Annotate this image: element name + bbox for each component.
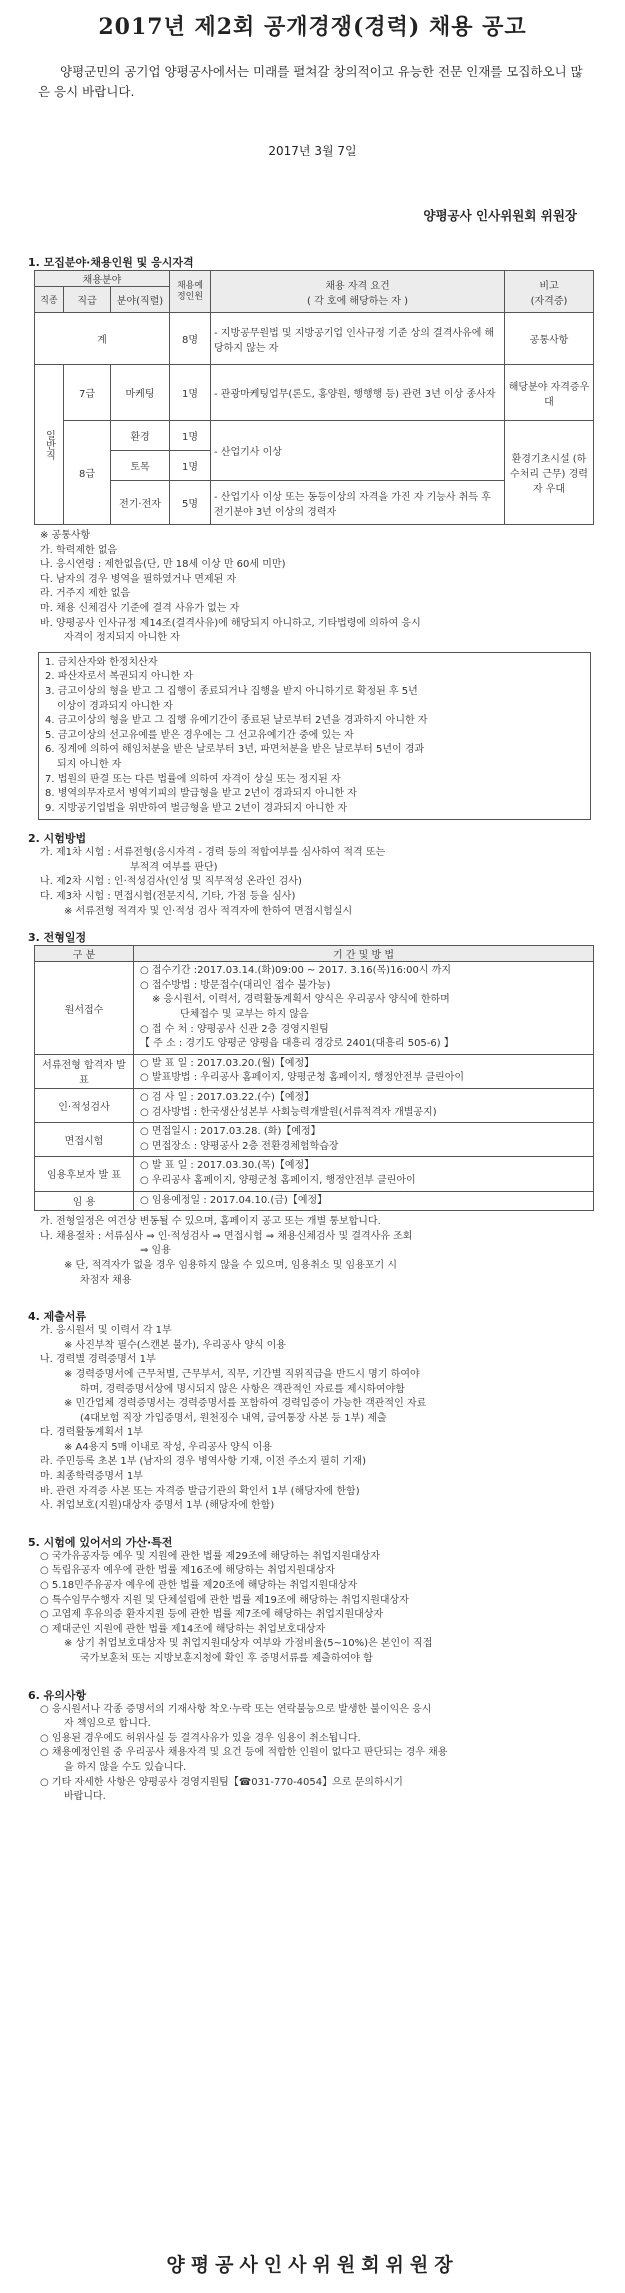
list-item: ○ 응시원서나 각종 증명서의 기재사항 착오·누락 또는 연락불능으로 발생한 불이익은 응시 — [40, 1703, 432, 1715]
row-area: 토목 — [111, 451, 170, 481]
row-count: 1명 — [170, 451, 211, 481]
table-row — [35, 1089, 594, 1123]
list-item: ※ A4용지 5매 이내로 작성, 우리공사 양식 이용 — [64, 1441, 272, 1453]
list-item: 라. 주민등록 초본 1부 (남자의 경우 병역사항 기재, 이전 주소지 필히 기재) — [40, 1456, 366, 1468]
list-item: ○ 채용예정인원 중 우리공사 채용자격 및 요건 등에 적합한 인원이 없다고 판단되는 경우 채용 — [40, 1747, 448, 1759]
list-item: 바랍니다. — [64, 1791, 106, 1803]
list-item: 사. 취업보호(지원)대상자 증명서 1부 (해당자에 한함) — [40, 1500, 275, 1512]
schedule-line: ○ 면접장소 : 양평공사 2층 전환경체험학습장 — [140, 1140, 339, 1152]
th-note-title: 비고 — [539, 280, 559, 292]
schedule-detail — [134, 1123, 594, 1157]
list-item: 이상이 경과되지 아니한 자 — [57, 700, 173, 712]
table-row — [35, 313, 594, 365]
table-row — [35, 421, 594, 451]
list-item: (4대보험 직장 가입증명서, 원천징수 내역, 급여통장 사본 등 1부) 제출 — [80, 1412, 387, 1424]
list-item: 7. 법원의 판결 또는 다른 법률에 의하여 자격이 상실 또는 정지된 자 — [45, 773, 341, 785]
schedule-label: 임용후보자 발 표 — [35, 1157, 134, 1191]
list-item: ※ 서류전형 적격자 및 인·적성 검사 적격자에 한하여 면접시험실시 — [64, 905, 353, 917]
total-requirement: - 지방공무원법 및 지방공기업 인사규정 기준 상의 결격사유에 해당하지 않는 자 — [211, 313, 505, 365]
list-item: 가. 전형일정은 여건상 변동될 수 있으며, 홈페이지 공고 또는 개별 통보합니다. — [40, 1216, 381, 1228]
schedule-line: ○ 접수방법 : 방문접수(대리인 접수 불가능) — [140, 979, 331, 991]
th-category: 구 분 — [35, 946, 134, 962]
row-requirement: - 관광마케팅업무(론도, 홍양원, 행행행 등) 관련 3년 이상 종사자 — [211, 365, 505, 421]
list-item: 마. 최종학력증명서 1부 — [40, 1471, 143, 1483]
th-field: 채용분야 — [35, 271, 170, 287]
list-item: 자 책임으로 합니다. — [64, 1718, 151, 1730]
table-row — [35, 1157, 594, 1191]
schedule-detail — [134, 1089, 594, 1123]
row-grade: 7급 — [64, 365, 111, 421]
total-label: 계 — [35, 313, 170, 365]
schedule-label: 면접시험 — [35, 1123, 134, 1157]
row-count: 5명 — [170, 481, 211, 525]
section-2-heading: 2. 시험방법 — [28, 832, 87, 846]
notice-date: 2017년 3월 7일 — [268, 144, 357, 158]
list-item: ○ 5.18민주유공자 예우에 관한 법률 제20조에 해당하는 취업지원대상자 — [40, 1580, 358, 1592]
list-item: ○ 제대군인 지원에 관한 법률 제14조에 해당하는 취업보호대상자 — [40, 1623, 326, 1635]
th-requirement-sub: ( 각 호에 해당하는 자 ) — [307, 295, 408, 307]
total-note: 공통사항 — [505, 313, 594, 365]
list-item: 6. 징계에 의하여 해임처분을 받은 날로부터 3년, 파면처분을 받은 날로부터 5년이 경과 — [45, 744, 425, 756]
list-item: ○ 기타 자세한 사항은 양평공사 경영지원팀【☎031-770-4054】으로 문의하시기 — [40, 1776, 403, 1788]
table-row — [35, 1054, 594, 1088]
row-note: 해당분야 자격증우대 — [505, 365, 594, 421]
schedule-line: ○ 임용예정일 : 2017.04.10.(금)【예정】 — [140, 1194, 328, 1206]
schedule-line: ○ 접수기간 :2017.03.14.(화)09:00 ~ 2017. 3.16(목)16:00시 까지 — [140, 965, 452, 977]
list-item: 을 하지 않을 수도 있습니다. — [64, 1761, 187, 1773]
th-count: 채용예정인원 — [170, 271, 211, 313]
list-item: 5. 금고이상의 선고유예를 받은 경우에는 그 선고유예기간 중에 있는 자 — [45, 729, 354, 741]
schedule-line: ○ 발표방법 : 우리공사 홈페이지, 양평군청 홈페이지, 행정안전부 클린아이 — [140, 1072, 465, 1084]
list-item: ※ 단, 적격자가 없을 경우 임용하지 않을 수 있으며, 임용취소 및 임용포기 시 — [64, 1259, 398, 1271]
schedule-label: 인·적성검사 — [35, 1089, 134, 1123]
list-item: 되지 아니한 자 — [57, 758, 122, 770]
list-item: 부적격 여부를 판단) — [130, 861, 218, 873]
documents-list — [28, 1324, 597, 1514]
schedule-line: ○ 우리공사 홈페이지, 양평군청 홈페이지, 행정안전부 클린아이 — [140, 1174, 416, 1186]
schedule-table — [34, 945, 594, 1211]
th-grade: 직급 — [64, 287, 111, 313]
notice-signer: 양평공사 인사위원회 위원장 — [423, 208, 577, 223]
row-grade: 8급 — [64, 421, 111, 525]
table-row — [35, 365, 594, 421]
list-item: 라. 거주지 제한 없음 — [40, 588, 130, 600]
intro-paragraph: 양평군민의 공기업 양평공사에서는 미래를 펼쳐갈 창의적이고 유능한 전문 인재를 모집하오니 많은 응시 바랍니다. — [38, 64, 583, 99]
notice-title: 2017년 제2회 공개경쟁(경력) 채용 공고 — [98, 14, 527, 40]
footer-signature: 양평공사인사위원회위원장 — [166, 2254, 459, 2276]
list-item: 다. 남자의 경우 병역을 필하였거나 면제된 자 — [40, 573, 237, 585]
row-requirement: - 산업기사 이상 또는 동등이상의 자격을 가진 자 기능사 취득 후 전기분야 3년 이상의 경력자 — [211, 481, 505, 525]
list-item: 가. 제1차 시험 : 서류전형(응시자격 - 경력 등의 적합여부를 심사하여 적격 또는 — [40, 847, 386, 859]
list-item: 가. 응시원서 및 이력서 각 1부 — [40, 1325, 172, 1337]
schedule-line: 단체접수 및 교부는 하지 않음 — [180, 1009, 309, 1021]
list-item: 2. 파산자로서 복권되지 아니한 자 — [45, 671, 193, 683]
common-title: ※ 공통사항 — [40, 530, 91, 541]
notes-list — [28, 1703, 597, 1805]
list-item: 가. 학력제한 없음 — [40, 544, 118, 556]
list-item: 1. 금치산자와 한정치산자 — [45, 656, 158, 668]
common-requirements — [28, 529, 597, 646]
list-item: 바. 관련 자격증 사본 또는 자격증 발급기관의 확인서 1부 (해당자에 한함) — [40, 1485, 360, 1497]
list-item: ⇒ 임용 — [140, 1245, 171, 1257]
section-3-heading: 3. 전형일정 — [28, 931, 87, 945]
list-item: 8. 병역의무자로서 병역기피의 발급형을 받고 2년이 경과되지 아니한 자 — [45, 788, 357, 800]
list-item: ○ 고엽제 후유의증 환자지원 등에 관한 법률 제7조에 해당하는 취업지원대상자 — [40, 1609, 384, 1621]
row-area: 전기·전자 — [111, 481, 170, 525]
list-item: 자격이 정지되지 아니한 자 — [64, 632, 180, 644]
exam-method — [28, 846, 597, 919]
list-item: 나. 경력별 경력증명서 1부 — [40, 1354, 156, 1366]
list-item: ○ 국가유공자등 예우 및 지원에 관한 법률 제29조에 해당하는 취업지원대상자 — [40, 1550, 380, 1562]
th-note — [505, 271, 594, 313]
schedule-line: 【 주 소 : 경기도 양평군 양평읍 대흥리 경강로 2401(대흥리 505-6) 】 — [140, 1038, 454, 1050]
bonus-list — [28, 1550, 597, 1667]
schedule-label: 서류전형 합격자 발표 — [35, 1054, 134, 1088]
schedule-detail — [134, 962, 594, 1055]
schedule-label: 원서접수 — [35, 962, 134, 1055]
list-item: 하며, 경력증명서상에 명시되지 않은 사항은 객관적인 자료를 제시하여야함 — [80, 1383, 405, 1395]
list-item: ○ 독립유공자 예우에 관한 법률 제16조에 해당하는 취업지원대상자 — [40, 1565, 335, 1577]
list-item: ※ 사진부착 필수(스캔본 불가), 우리공사 양식 이용 — [64, 1339, 286, 1351]
row-count: 1명 — [170, 421, 211, 451]
total-count: 8명 — [170, 313, 211, 365]
schedule-detail — [134, 1054, 594, 1088]
disqualification-box — [38, 652, 591, 821]
th-requirement-title: 채용 자격 요건 — [325, 280, 390, 292]
recruitment-table — [34, 270, 594, 525]
schedule-line: ○ 검 사 일 : 2017.03.22.(수)【예정】 — [140, 1092, 315, 1103]
th-type: 직종 — [35, 287, 64, 313]
schedule-line: ○ 발 표 일 : 2017.03.30.(목)【예정】 — [140, 1160, 315, 1172]
list-item: 나. 응시연령 : 제한없음(단, 만 18세 이상 만 60세 미만) — [40, 559, 286, 571]
list-item: 9. 지방공기업법을 위반하여 벌금형을 받고 2년이 경과되지 아니한 자 — [45, 802, 348, 814]
table-row — [35, 962, 594, 1055]
list-item: 3. 금고이상의 형을 받고 그 집행이 종료되거나 집행을 받지 아니하기로 확정된 후 5년 — [45, 685, 418, 697]
table-row — [35, 1191, 594, 1211]
group-label: 일반직 — [35, 365, 64, 525]
schedule-notes — [28, 1215, 597, 1288]
schedule-line: ○ 접 수 처 : 양평공사 신관 2층 경영지원팀 — [140, 1023, 329, 1035]
section-4-heading: 4. 제출서류 — [28, 1310, 87, 1324]
th-requirement — [211, 271, 505, 313]
list-item: 차점자 채용 — [80, 1274, 132, 1286]
list-item: 국가보훈처 또는 지방보훈지청에 확인 후 증명서류를 제출하여야 함 — [80, 1653, 373, 1664]
list-item: ※ 민간업체 경력증명서는 경력증명서를 포함하여 경력입증이 가능한 객관적인 자료 — [64, 1398, 427, 1410]
list-item: 마. 채용 신체검사 기준에 결격 사유가 없는 자 — [40, 602, 240, 614]
list-item: ○ 임용된 경우에도 허위사실 등 결격사유가 있을 경우 임용이 취소됩니다. — [40, 1732, 361, 1744]
list-item: 다. 제3차 시험 : 면접시험(전문지식, 기타, 가점 등을 심사) — [40, 891, 296, 903]
row-note: 환경기초시설 (하수처리 근무) 경력자 우대 — [505, 421, 594, 525]
schedule-detail — [134, 1157, 594, 1191]
schedule-detail — [134, 1191, 594, 1211]
list-item: 4. 금고이상의 형을 받고 그 집행 유예기간이 종료된 날로부터 2년을 경과하지 아니한 자 — [45, 715, 428, 727]
row-area: 마케팅 — [111, 365, 170, 421]
row-requirement: - 산업기사 이상 — [211, 421, 505, 481]
th-period-method: 기 간 및 방 법 — [134, 946, 594, 962]
schedule-label: 임 용 — [35, 1191, 134, 1211]
list-item: 바. 양평공사 인사규정 제14조(결격사유)에 해당되지 아니하고, 기타법령에 의하여 응시 — [40, 617, 421, 629]
section-1-heading: 1. 모집분야·채용인원 및 응시자격 — [28, 256, 194, 269]
th-area: 분야(직렬) — [111, 287, 170, 313]
schedule-line: ※ 응시원서, 이력서, 경력활동계획서 양식은 우리공사 양식에 한하며 — [152, 994, 450, 1006]
list-item: ※ 경력증명서에 근무처별, 근무부서, 직무, 기간별 직위직급을 반드시 명기 하여야 — [64, 1368, 420, 1380]
list-item: 다. 경력활동계획서 1부 — [40, 1427, 143, 1439]
th-note-sub: (자격증) — [530, 295, 568, 307]
row-count: 1명 — [170, 365, 211, 421]
table-row — [35, 1123, 594, 1157]
list-item: ○ 특수임무수행자 지원 및 단체설립에 관한 법률 제19조에 해당하는 취업지원대상자 — [40, 1594, 409, 1606]
section-5-heading: 5. 시험에 있어서의 가산·특전 — [28, 1535, 173, 1549]
row-area: 환경 — [111, 421, 170, 451]
schedule-line: ○ 검사방법 : 한국생산성본부 사회능력개발원(서류적격자 개별공지) — [140, 1106, 437, 1118]
list-item: 나. 채용절차 : 서류심사 ⇒ 인·적성검사 ⇒ 면접시험 ⇒ 채용신체검사 및 결격사유 조회 — [40, 1230, 413, 1242]
list-item: ※ 상기 취업보호대상자 및 취업지원대상자 여부와 가점비율(5~10%)은 본인이 직접 — [64, 1638, 433, 1650]
schedule-line: ○ 발 표 일 : 2017.03.20.(월)【예정】 — [140, 1057, 315, 1069]
list-item: 나. 제2차 시험 : 인·적성검사(인성 및 직무적성 온라인 검사) — [40, 876, 302, 888]
section-6-heading: 6. 유의사항 — [28, 1688, 87, 1702]
schedule-line: ○ 면접일시 : 2017.03.28. (화)【예정】 — [140, 1126, 321, 1138]
